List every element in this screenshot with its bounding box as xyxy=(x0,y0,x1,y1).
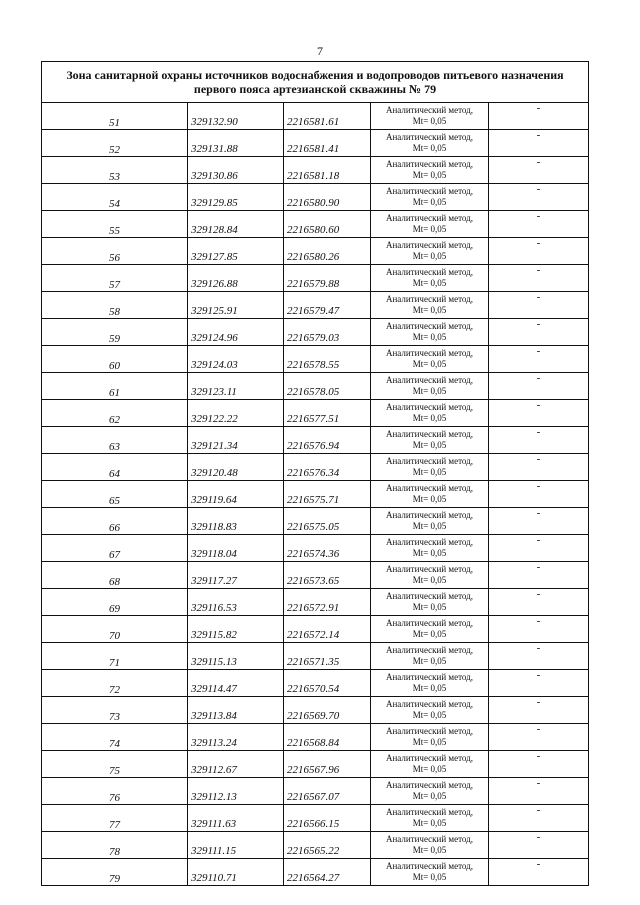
method-cell xyxy=(371,157,489,184)
method-text: Аналитический метод, xyxy=(385,537,474,547)
note-cell: - xyxy=(489,454,589,481)
method-cell xyxy=(371,319,489,346)
x-coordinate-cell: 329115.13 xyxy=(188,643,284,670)
table-row xyxy=(42,805,589,832)
point-number-cell: 57 xyxy=(42,265,188,292)
method-text: Аналитический метод, xyxy=(385,348,474,358)
table-row xyxy=(42,724,589,751)
table-row xyxy=(42,346,589,373)
note-cell: - xyxy=(489,670,589,697)
note-cell: - xyxy=(489,184,589,211)
note-cell: - xyxy=(489,211,589,238)
page-number: 7 xyxy=(317,44,323,58)
y-coordinate-cell: 2216569.70 xyxy=(284,697,371,724)
point-number-cell: 66 xyxy=(42,508,188,535)
method-cell xyxy=(371,643,489,670)
table-row xyxy=(42,427,589,454)
y-coordinate-cell: 2216571.35 xyxy=(284,643,371,670)
method-cell xyxy=(371,670,489,697)
method-text: Аналитический метод, xyxy=(385,510,474,520)
x-coordinate-cell: 329114.47 xyxy=(188,670,284,697)
method-cell xyxy=(371,859,489,886)
table-title-row xyxy=(42,62,589,103)
method-text: Аналитический метод, xyxy=(385,186,474,196)
point-number-cell: 58 xyxy=(42,292,188,319)
table-row xyxy=(42,508,589,535)
accuracy-text: Mt= 0,05 xyxy=(412,494,447,504)
point-number-cell: 74 xyxy=(42,724,188,751)
x-coordinate-cell: 329119.64 xyxy=(188,481,284,508)
y-coordinate-cell: 2216578.05 xyxy=(284,373,371,400)
table-row xyxy=(42,265,589,292)
table-row xyxy=(42,319,589,346)
point-number-cell: 63 xyxy=(42,427,188,454)
point-number-cell: 69 xyxy=(42,589,188,616)
note-cell: - xyxy=(489,562,589,589)
method-text: Аналитический метод, xyxy=(385,456,474,466)
method-text: Аналитический метод, xyxy=(385,321,474,331)
x-coordinate-cell: 329124.03 xyxy=(188,346,284,373)
method-text: Аналитический метод, xyxy=(385,780,474,790)
point-number-cell: 71 xyxy=(42,643,188,670)
table-row xyxy=(42,130,589,157)
table-row xyxy=(42,184,589,211)
table-row xyxy=(42,400,589,427)
x-coordinate-cell: 329121.34 xyxy=(188,427,284,454)
accuracy-text: Mt= 0,05 xyxy=(412,521,447,531)
accuracy-text: Mt= 0,05 xyxy=(412,791,447,801)
method-text: Аналитический метод, xyxy=(385,753,474,763)
table-row xyxy=(42,103,589,130)
y-coordinate-cell: 2216579.47 xyxy=(284,292,371,319)
note-cell: - xyxy=(489,643,589,670)
x-coordinate-cell: 329112.67 xyxy=(188,751,284,778)
table-title: Зона санитарной охраны источников водоснабжения и водопроводов питьевого назначения первого пояса артезианской скважины № 79 xyxy=(42,62,589,103)
accuracy-text: Mt= 0,05 xyxy=(412,413,447,423)
method-cell xyxy=(371,616,489,643)
method-cell xyxy=(371,778,489,805)
method-cell xyxy=(371,211,489,238)
point-number-cell: 77 xyxy=(42,805,188,832)
method-cell xyxy=(371,697,489,724)
y-coordinate-cell: 2216573.65 xyxy=(284,562,371,589)
table-row xyxy=(42,535,589,562)
accuracy-text: Mt= 0,05 xyxy=(412,224,447,234)
y-coordinate-cell: 2216572.91 xyxy=(284,589,371,616)
point-number-cell: 52 xyxy=(42,130,188,157)
accuracy-text: Mt= 0,05 xyxy=(412,683,447,693)
x-coordinate-cell: 329129.85 xyxy=(188,184,284,211)
point-number-cell: 73 xyxy=(42,697,188,724)
point-number-cell: 61 xyxy=(42,373,188,400)
y-coordinate-cell: 2216578.55 xyxy=(284,346,371,373)
y-coordinate-cell: 2216572.14 xyxy=(284,616,371,643)
method-cell xyxy=(371,562,489,589)
accuracy-text: Mt= 0,05 xyxy=(412,359,447,369)
method-cell xyxy=(371,454,489,481)
x-coordinate-cell: 329130.86 xyxy=(188,157,284,184)
note-cell: - xyxy=(489,616,589,643)
accuracy-text: Mt= 0,05 xyxy=(412,332,447,342)
x-coordinate-cell: 329117.27 xyxy=(188,562,284,589)
table-row xyxy=(42,670,589,697)
accuracy-text: Mt= 0,05 xyxy=(412,467,447,477)
point-number-cell: 67 xyxy=(42,535,188,562)
point-number-cell: 51 xyxy=(42,103,188,130)
coordinates-table xyxy=(41,61,589,886)
method-cell xyxy=(371,373,489,400)
accuracy-text: Mt= 0,05 xyxy=(412,116,447,126)
x-coordinate-cell: 329128.84 xyxy=(188,211,284,238)
method-text: Аналитический метод, xyxy=(385,861,474,871)
y-coordinate-cell: 2216566.15 xyxy=(284,805,371,832)
accuracy-text: Mt= 0,05 xyxy=(412,737,447,747)
method-cell xyxy=(371,535,489,562)
table-row xyxy=(42,697,589,724)
point-number-cell: 55 xyxy=(42,211,188,238)
method-text: Аналитический метод, xyxy=(385,699,474,709)
y-coordinate-cell: 2216564.27 xyxy=(284,859,371,886)
table-row xyxy=(42,562,589,589)
accuracy-text: Mt= 0,05 xyxy=(412,602,447,612)
method-cell xyxy=(371,832,489,859)
method-cell xyxy=(371,265,489,292)
note-cell: - xyxy=(489,751,589,778)
note-cell: - xyxy=(489,130,589,157)
note-cell: - xyxy=(489,805,589,832)
method-cell xyxy=(371,130,489,157)
table-row xyxy=(42,211,589,238)
x-coordinate-cell: 329120.48 xyxy=(188,454,284,481)
method-text: Аналитический метод, xyxy=(385,807,474,817)
x-coordinate-cell: 329112.13 xyxy=(188,778,284,805)
accuracy-text: Mt= 0,05 xyxy=(412,143,447,153)
y-coordinate-cell: 2216565.22 xyxy=(284,832,371,859)
y-coordinate-cell: 2216575.71 xyxy=(284,481,371,508)
accuracy-text: Mt= 0,05 xyxy=(412,845,447,855)
point-number-cell: 72 xyxy=(42,670,188,697)
x-coordinate-cell: 329111.63 xyxy=(188,805,284,832)
y-coordinate-cell: 2216581.61 xyxy=(284,103,371,130)
table-row xyxy=(42,859,589,886)
method-text: Аналитический метод, xyxy=(385,267,474,277)
table-row xyxy=(42,238,589,265)
x-coordinate-cell: 329118.04 xyxy=(188,535,284,562)
accuracy-text: Mt= 0,05 xyxy=(412,710,447,720)
table-row xyxy=(42,292,589,319)
y-coordinate-cell: 2216579.03 xyxy=(284,319,371,346)
y-coordinate-cell: 2216574.36 xyxy=(284,535,371,562)
accuracy-text: Mt= 0,05 xyxy=(412,197,447,207)
note-cell: - xyxy=(489,724,589,751)
note-cell: - xyxy=(489,859,589,886)
accuracy-text: Mt= 0,05 xyxy=(412,305,447,315)
point-number-cell: 62 xyxy=(42,400,188,427)
accuracy-text: Mt= 0,05 xyxy=(412,251,447,261)
point-number-cell: 79 xyxy=(42,859,188,886)
note-cell: - xyxy=(489,103,589,130)
point-number-cell: 78 xyxy=(42,832,188,859)
method-cell xyxy=(371,400,489,427)
x-coordinate-cell: 329118.83 xyxy=(188,508,284,535)
note-cell: - xyxy=(489,508,589,535)
x-coordinate-cell: 329116.53 xyxy=(188,589,284,616)
x-coordinate-cell: 329127.85 xyxy=(188,238,284,265)
table-row xyxy=(42,481,589,508)
x-coordinate-cell: 329113.24 xyxy=(188,724,284,751)
table-row xyxy=(42,454,589,481)
accuracy-text: Mt= 0,05 xyxy=(412,629,447,639)
note-cell: - xyxy=(489,319,589,346)
x-coordinate-cell: 329111.15 xyxy=(188,832,284,859)
y-coordinate-cell: 2216576.94 xyxy=(284,427,371,454)
method-text: Аналитический метод, xyxy=(385,105,474,115)
accuracy-text: Mt= 0,05 xyxy=(412,548,447,558)
method-text: Аналитический метод, xyxy=(385,213,474,223)
method-cell xyxy=(371,589,489,616)
accuracy-text: Mt= 0,05 xyxy=(412,170,447,180)
method-cell xyxy=(371,292,489,319)
x-coordinate-cell: 329131.88 xyxy=(188,130,284,157)
table-row xyxy=(42,832,589,859)
method-text: Аналитический метод, xyxy=(385,564,474,574)
y-coordinate-cell: 2216580.26 xyxy=(284,238,371,265)
point-number-cell: 75 xyxy=(42,751,188,778)
table-row xyxy=(42,643,589,670)
point-number-cell: 53 xyxy=(42,157,188,184)
method-text: Аналитический метод, xyxy=(385,402,474,412)
y-coordinate-cell: 2216570.54 xyxy=(284,670,371,697)
point-number-cell: 64 xyxy=(42,454,188,481)
y-coordinate-cell: 2216581.41 xyxy=(284,130,371,157)
method-cell xyxy=(371,751,489,778)
note-cell: - xyxy=(489,157,589,184)
note-cell: - xyxy=(489,292,589,319)
accuracy-text: Mt= 0,05 xyxy=(412,386,447,396)
y-coordinate-cell: 2216567.96 xyxy=(284,751,371,778)
x-coordinate-cell: 329124.96 xyxy=(188,319,284,346)
method-text: Аналитический метод, xyxy=(385,240,474,250)
method-text: Аналитический метод, xyxy=(385,672,474,682)
accuracy-text: Mt= 0,05 xyxy=(412,440,447,450)
x-coordinate-cell: 329125.91 xyxy=(188,292,284,319)
point-number-cell: 68 xyxy=(42,562,188,589)
method-text: Аналитический метод, xyxy=(385,834,474,844)
accuracy-text: Mt= 0,05 xyxy=(412,278,447,288)
accuracy-text: Mt= 0,05 xyxy=(412,818,447,828)
point-number-cell: 65 xyxy=(42,481,188,508)
y-coordinate-cell: 2216567.07 xyxy=(284,778,371,805)
y-coordinate-cell: 2216580.90 xyxy=(284,184,371,211)
method-text: Аналитический метод, xyxy=(385,591,474,601)
method-cell xyxy=(371,724,489,751)
x-coordinate-cell: 329110.71 xyxy=(188,859,284,886)
note-cell: - xyxy=(489,400,589,427)
x-coordinate-cell: 329132.90 xyxy=(188,103,284,130)
method-cell xyxy=(371,238,489,265)
note-cell: - xyxy=(489,481,589,508)
note-cell: - xyxy=(489,535,589,562)
note-cell: - xyxy=(489,346,589,373)
method-text: Аналитический метод, xyxy=(385,429,474,439)
x-coordinate-cell: 329115.82 xyxy=(188,616,284,643)
method-cell xyxy=(371,805,489,832)
y-coordinate-cell: 2216575.05 xyxy=(284,508,371,535)
x-coordinate-cell: 329113.84 xyxy=(188,697,284,724)
y-coordinate-cell: 2216581.18 xyxy=(284,157,371,184)
note-cell: - xyxy=(489,778,589,805)
y-coordinate-cell: 2216577.51 xyxy=(284,400,371,427)
accuracy-text: Mt= 0,05 xyxy=(412,656,447,666)
y-coordinate-cell: 2216576.34 xyxy=(284,454,371,481)
y-coordinate-cell: 2216579.88 xyxy=(284,265,371,292)
point-number-cell: 54 xyxy=(42,184,188,211)
y-coordinate-cell: 2216580.60 xyxy=(284,211,371,238)
method-cell xyxy=(371,184,489,211)
method-text: Аналитический метод, xyxy=(385,294,474,304)
table-row xyxy=(42,616,589,643)
method-cell xyxy=(371,427,489,454)
table-row xyxy=(42,778,589,805)
note-cell: - xyxy=(489,265,589,292)
point-number-cell: 56 xyxy=(42,238,188,265)
note-cell: - xyxy=(489,238,589,265)
accuracy-text: Mt= 0,05 xyxy=(412,872,447,882)
point-number-cell: 70 xyxy=(42,616,188,643)
method-text: Аналитический метод, xyxy=(385,726,474,736)
note-cell: - xyxy=(489,832,589,859)
table-row xyxy=(42,751,589,778)
x-coordinate-cell: 329123.11 xyxy=(188,373,284,400)
table-row xyxy=(42,589,589,616)
note-cell: - xyxy=(489,427,589,454)
method-cell xyxy=(371,346,489,373)
table-row xyxy=(42,157,589,184)
point-number-cell: 60 xyxy=(42,346,188,373)
method-text: Аналитический метод, xyxy=(385,132,474,142)
point-number-cell: 59 xyxy=(42,319,188,346)
method-text: Аналитический метод, xyxy=(385,375,474,385)
accuracy-text: Mt= 0,05 xyxy=(412,764,447,774)
note-cell: - xyxy=(489,697,589,724)
method-cell xyxy=(371,481,489,508)
note-cell: - xyxy=(489,373,589,400)
method-text: Аналитический метод, xyxy=(385,645,474,655)
method-text: Аналитический метод, xyxy=(385,483,474,493)
note-cell: - xyxy=(489,589,589,616)
table-row xyxy=(42,373,589,400)
method-cell xyxy=(371,508,489,535)
method-text: Аналитический метод, xyxy=(385,618,474,628)
y-coordinate-cell: 2216568.84 xyxy=(284,724,371,751)
x-coordinate-cell: 329122.22 xyxy=(188,400,284,427)
method-cell xyxy=(371,103,489,130)
x-coordinate-cell: 329126.88 xyxy=(188,265,284,292)
method-text: Аналитический метод, xyxy=(385,159,474,169)
point-number-cell: 76 xyxy=(42,778,188,805)
accuracy-text: Mt= 0,05 xyxy=(412,575,447,585)
